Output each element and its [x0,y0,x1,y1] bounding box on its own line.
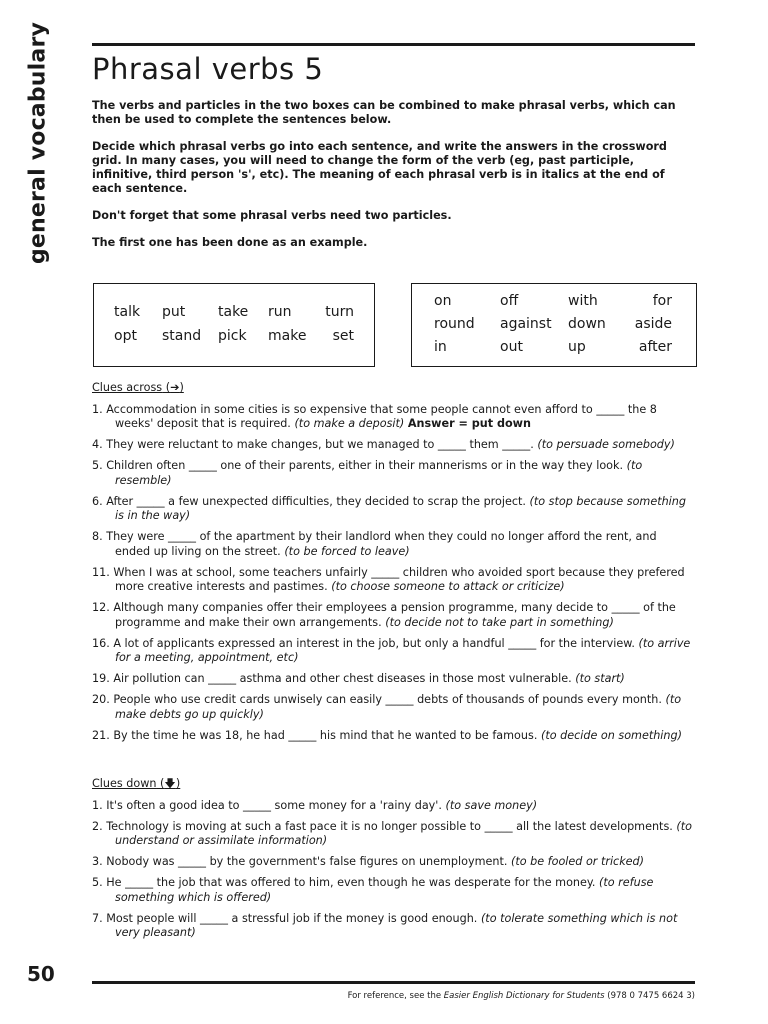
intro-paragraph: Don't forget that some phrasal verbs need two particles. [92,209,452,222]
page-number: 50 [27,962,55,986]
clue-hint: (to be fooled or tricked) [510,855,645,868]
particle-word: with [568,293,598,309]
clue-item [92,530,695,559]
clue-item [92,459,695,488]
clue-text: 12. Although many companies offer their employees a pension programme, many decide to _____ of the programme and make their own arrangements. [92,601,676,629]
intro-paragraph: The verbs and particles in the two boxes can be combined to make phrasal verbs, which can then be used to complete the sentences below. [92,99,676,126]
particle-word: for [652,293,672,309]
top-rule [92,43,695,46]
clue-item [92,601,695,630]
clue-hint: (to start) [575,672,625,685]
clue-text: 5. He _____ the job that was offered to him, even though he was desperate for the money. [92,876,596,889]
clue-item [92,855,695,870]
clue-text: 3. Nobody was _____ by the government's false figures on unemployment. [92,855,508,868]
clue-item [92,495,695,524]
arrow-down-icon: 🡇 [164,777,176,790]
clues-across-list [92,403,695,744]
clue-item [92,672,695,687]
bottom-rule [92,981,695,984]
clue-item [92,566,695,595]
clue-text: 16. A lot of applicants expressed an interest in the job, but only a handful _____ for the interview. [92,636,635,650]
clue-item [92,820,695,849]
verb-word: set [332,328,354,344]
clue-hint: (to tolerate something which is not very pleasant) [115,911,678,939]
verb-word: stand [162,328,202,344]
instructions [92,99,692,263]
clue-hint: (to decide not to take part in something) [385,615,614,629]
clue-text: 6. After _____ a few unexpected difficulties, they decided to scrap the project. [92,494,526,508]
verb-word: put [162,304,186,320]
particle-word: round [434,316,475,332]
clue-hint: (to make debts go up quickly) [115,693,682,721]
particles-box [411,283,697,367]
verb-word: talk [114,304,141,320]
footer-book-title: Easier English Dictionary for Students [443,991,605,1001]
particle-word: out [500,339,523,355]
clue-hint: (to refuse something which is offered) [115,876,654,904]
clue-text: 5. Children often _____ one of their parents, either in their mannerisms or in the way they look. [92,459,624,472]
verbs-box [93,283,375,367]
side-label: general vocabulary [25,21,51,265]
particle-word: off [500,293,519,309]
clue-item [92,637,695,666]
clues-down-heading: Clues down (🡇) [92,777,181,790]
verb-word: pick [218,328,247,344]
particle-word: in [434,339,447,355]
clues-down-section [92,777,695,947]
particle-word: down [568,316,606,332]
verb-word: take [218,304,249,320]
verb-word: turn [325,304,354,320]
clue-answer: Answer = put down [407,417,531,430]
clue-text: 20. People who use credit cards unwisely can easily _____ debts of thousands of pounds every month. [92,693,662,706]
clue-text: 21. By the time he was 18, he had _____ his mind that he wanted to be famous. [92,728,538,742]
verb-word: run [268,304,292,320]
particle-word: on [434,293,452,309]
arrow-right-icon: ➔ [170,381,180,394]
clue-item [92,693,695,722]
verbs-grid [114,304,354,344]
clue-hint: (to be forced to leave) [284,544,410,558]
clue-item [92,799,695,814]
clue-hint: (to stop because something is in the way) [115,494,686,522]
verb-word: opt [114,328,137,344]
clue-text: 4. They were reluctant to make changes, but we managed to _____ them _____. [92,438,534,451]
clue-hint: (to understand or assimilate information) [115,819,693,847]
clue-item [92,912,695,941]
clue-text: 11. When I was at school, some teachers unfairly _____ children who avoided sport because they prefered more creative interests and pastimes. [92,565,685,593]
particles-grid [434,293,672,355]
clue-hint: (to save money) [445,798,538,812]
clue-hint: (to persuade somebody) [537,438,675,451]
clue-item [92,403,695,432]
particle-word: against [500,316,552,332]
clue-text: 1. Accommodation in some cities is so expensive that some people cannot even afford to _____ the 8 weeks' deposit that is required. [92,402,657,430]
clues-down-list [92,799,695,941]
clue-hint: (to arrive for a meeting, appointment, etc) [115,636,691,664]
clues-across-heading: Clues across (➔) [92,381,184,394]
verb-word: make [268,328,307,344]
intro-paragraph: Decide which phrasal verbs go into each sentence, and write the answers in the crossword grid. In many cases, you will need to change the form of the verb (eg, past participle, infinitive, third person 's', etc). The meaning of each phrasal verb is in italics at the end of each sentence. [92,140,667,195]
clue-hint: (to decide on something) [540,728,682,742]
clue-text: 8. They were _____ of the apartment by their landlord when they could no longer afford the rent, and ended up living on the street. [92,530,657,558]
clue-text: 2. Technology is moving at such a fast pace it is no longer possible to _____ all the latest developments. [92,819,673,833]
clue-hint: (to make a deposit) [294,417,405,430]
clue-hint: (to resemble) [115,459,643,487]
clue-item [92,876,695,905]
clue-item [92,438,695,453]
clues-across-section [92,381,695,750]
clue-text: 1. It's often a good idea to _____ some money for a 'rainy day'. [92,798,442,812]
page-title: Phrasal verbs 5 [92,52,324,86]
particle-word: aside [634,316,672,332]
particle-word: up [568,339,586,355]
clue-hint: (to choose someone to attack or criticize) [331,580,565,593]
footer-reference: For reference, see the Easier English Dictionary for Students (978 0 7475 6624 3) [347,991,695,1001]
clue-text: 7. Most people will _____ a stressful job if the money is good enough. [92,911,478,925]
clue-text: 19. Air pollution can _____ asthma and other chest diseases in those most vulnerable. [92,672,572,685]
intro-paragraph: The first one has been done as an example. [92,236,368,249]
clue-item [92,729,695,744]
particle-word: after [638,339,672,355]
